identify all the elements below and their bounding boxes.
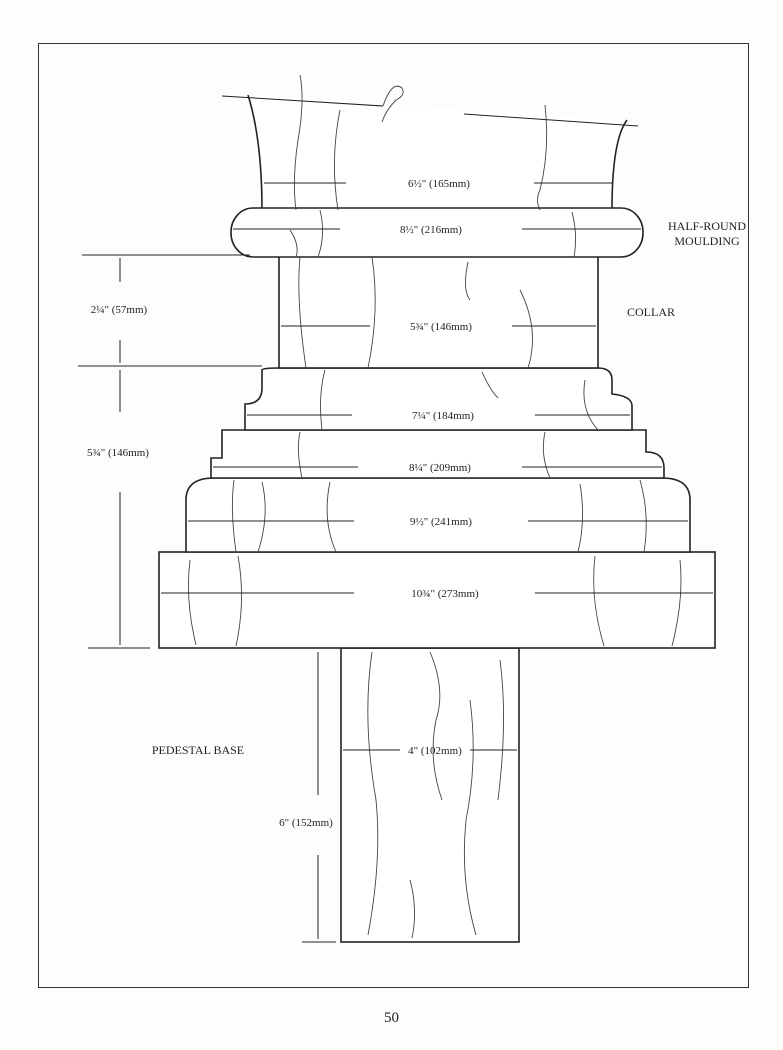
half-round-width-label: 8½" (216mm) (400, 224, 462, 236)
top-flare-shape (248, 95, 627, 210)
half-round-label-line2: MOULDING (674, 234, 740, 248)
top-flare-width-label: 6½" (165mm) (408, 178, 470, 190)
post-height-label: 6" (152mm) (279, 817, 333, 829)
base-height-label: 5¾" (146mm) (87, 447, 149, 459)
collar-shape (279, 254, 598, 368)
collar-label: COLLAR (627, 305, 675, 319)
step1-width-label: 7¼" (184mm) (412, 410, 474, 422)
collar-width-label: 5¾" (146mm) (410, 321, 472, 333)
collar-height-label: 2¼" (57mm) (90, 304, 148, 316)
plinth-shape (159, 552, 715, 648)
post-shape (341, 648, 519, 942)
step2-width-label: 8¼" (209mm) (409, 462, 471, 474)
page-number: 50 (384, 1010, 399, 1026)
half-round-label-line1: HALF-ROUND (668, 219, 746, 233)
plinth-width-label: 10¾" (273mm) (411, 588, 479, 600)
post-width-label: 4" (102mm) (408, 745, 462, 757)
step3-width-label: 9½" (241mm) (410, 516, 472, 528)
pedestal-base-label: PEDESTAL BASE (151, 743, 245, 757)
